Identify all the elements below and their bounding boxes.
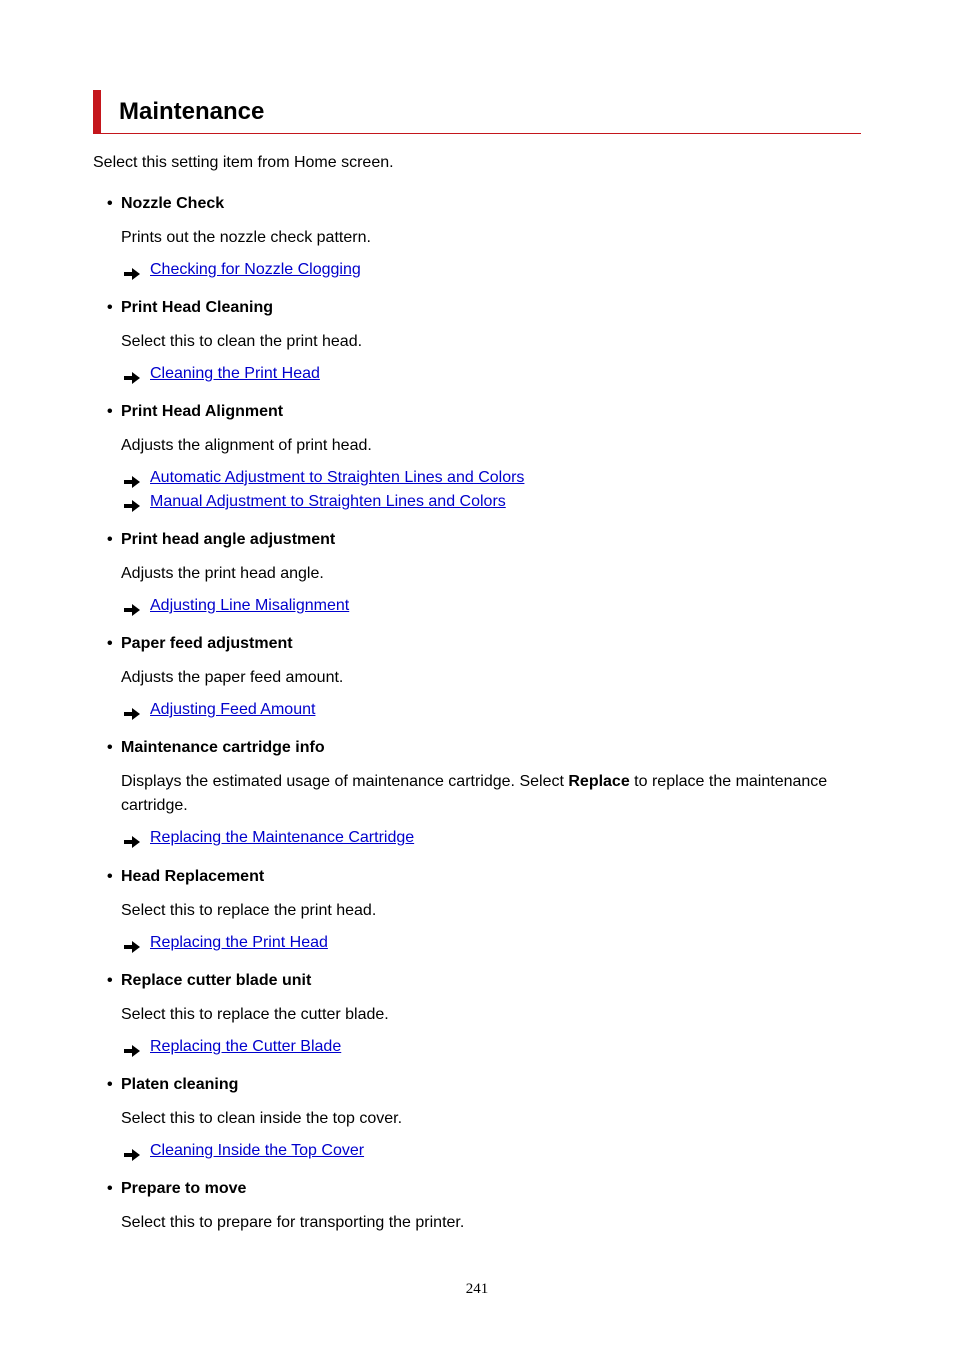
related-link-row — [124, 362, 847, 386]
setting-item-header — [107, 634, 847, 654]
related-link[interactable]: Cleaning Inside the Top Cover — [150, 1142, 365, 1159]
page-number: 241 — [465, 1281, 489, 1297]
setting-item — [107, 530, 847, 618]
setting-item-header — [107, 530, 847, 550]
description-text: Displays the estimated usage of maintenance cartridge. Select — [121, 773, 569, 790]
right-arrow-icon — [124, 472, 140, 484]
related-links — [124, 826, 847, 850]
setting-item-description: Adjusts the paper feed amount. — [121, 669, 344, 686]
related-link[interactable]: Cleaning the Print Head — [150, 365, 320, 382]
related-link[interactable]: Manual Adjustment to Straighten Lines and Colors — [150, 493, 506, 510]
setting-item — [107, 634, 847, 722]
setting-item-header — [107, 738, 847, 758]
right-arrow-icon — [124, 1041, 140, 1053]
related-link-row — [124, 698, 847, 722]
related-link[interactable]: Checking for Nozzle Clogging — [150, 261, 361, 278]
right-arrow-icon — [124, 937, 140, 949]
setting-item — [107, 402, 847, 514]
related-links — [124, 1139, 847, 1163]
bullet-icon: • — [107, 972, 113, 989]
right-arrow-icon — [124, 600, 140, 612]
related-link[interactable]: Replacing the Maintenance Cartridge — [150, 829, 415, 846]
related-link-row — [124, 466, 847, 490]
right-arrow-icon — [124, 496, 140, 508]
bullet-icon: • — [107, 195, 113, 212]
right-arrow-icon — [124, 1145, 140, 1157]
bullet-icon: • — [107, 403, 113, 420]
setting-item-name: Print Head Cleaning — [121, 299, 274, 316]
setting-item-name: Print head angle adjustment — [121, 531, 336, 548]
bullet-icon: • — [107, 1076, 113, 1093]
setting-item-description: Select this to prepare for transporting the printer. — [121, 1214, 465, 1231]
bullet-icon: • — [107, 531, 113, 548]
setting-item — [107, 1179, 847, 1235]
related-links — [124, 258, 847, 282]
right-arrow-icon — [124, 264, 140, 276]
header-accent-bar — [93, 90, 101, 133]
bullet-icon: • — [107, 299, 113, 316]
setting-item-description: Adjusts the print head angle. — [121, 565, 324, 582]
intro-text: Select this setting item from Home screen. — [93, 154, 394, 171]
setting-item — [107, 971, 847, 1059]
setting-item-description: Adjusts the alignment of print head. — [121, 437, 372, 454]
setting-item-header — [107, 402, 847, 422]
related-link[interactable]: Adjusting Line Misalignment — [150, 597, 350, 614]
setting-item-name: Platen cleaning — [121, 1076, 239, 1093]
setting-item-description — [121, 770, 841, 818]
setting-item-header — [107, 1179, 847, 1199]
related-link[interactable]: Replacing the Print Head — [150, 934, 328, 951]
related-link-row — [124, 1139, 847, 1163]
related-link-row — [124, 826, 847, 850]
setting-item — [107, 1075, 847, 1163]
setting-item-description: Select this to clean inside the top cover. — [121, 1110, 403, 1127]
bullet-icon: • — [107, 739, 113, 756]
setting-item-header — [107, 194, 847, 214]
related-link-row — [124, 490, 847, 514]
related-link[interactable]: Adjusting Feed Amount — [150, 701, 316, 718]
related-links — [124, 466, 847, 514]
setting-item-name: Nozzle Check — [121, 195, 225, 212]
setting-item-header — [107, 867, 847, 887]
bullet-icon: • — [107, 868, 113, 885]
right-arrow-icon — [124, 704, 140, 716]
setting-item-description: Prints out the nozzle check pattern. — [121, 229, 371, 246]
bullet-icon: • — [107, 635, 113, 652]
page-title: Maintenance — [119, 98, 265, 125]
right-arrow-icon — [124, 832, 140, 844]
setting-item-name: Head Replacement — [121, 868, 265, 885]
setting-item-description: Select this to replace the cutter blade. — [121, 1006, 389, 1023]
setting-item — [107, 738, 847, 850]
related-link[interactable]: Automatic Adjustment to Straighten Lines and Colors — [150, 469, 525, 486]
related-link[interactable]: Replacing the Cutter Blade — [150, 1038, 342, 1055]
page-header — [93, 90, 861, 134]
setting-item-header — [107, 971, 847, 991]
related-links — [124, 594, 847, 618]
related-links — [124, 698, 847, 722]
related-links — [124, 1035, 847, 1059]
setting-item-name: Paper feed adjustment — [121, 635, 293, 652]
setting-item-name: Print Head Alignment — [121, 403, 284, 420]
setting-item-description: Select this to replace the print head. — [121, 902, 377, 919]
description-text: to replace the maintenance cartridge. — [121, 773, 828, 814]
related-links — [124, 931, 847, 955]
setting-item — [107, 194, 847, 282]
setting-item-name: Prepare to move — [121, 1180, 247, 1197]
related-link-row — [124, 931, 847, 955]
bullet-icon: • — [107, 1180, 113, 1197]
setting-item-name: Replace cutter blade unit — [121, 972, 312, 989]
setting-item — [107, 867, 847, 955]
related-links — [124, 362, 847, 386]
description-bold-term: Replace — [568, 773, 630, 790]
related-link-row — [124, 258, 847, 282]
setting-item-description: Select this to clean the print head. — [121, 333, 363, 350]
setting-item — [107, 298, 847, 386]
related-link-row — [124, 1035, 847, 1059]
right-arrow-icon — [124, 368, 140, 380]
setting-item-header — [107, 1075, 847, 1095]
related-link-row — [124, 594, 847, 618]
setting-item-name: Maintenance cartridge info — [121, 739, 325, 756]
setting-item-header — [107, 298, 847, 318]
